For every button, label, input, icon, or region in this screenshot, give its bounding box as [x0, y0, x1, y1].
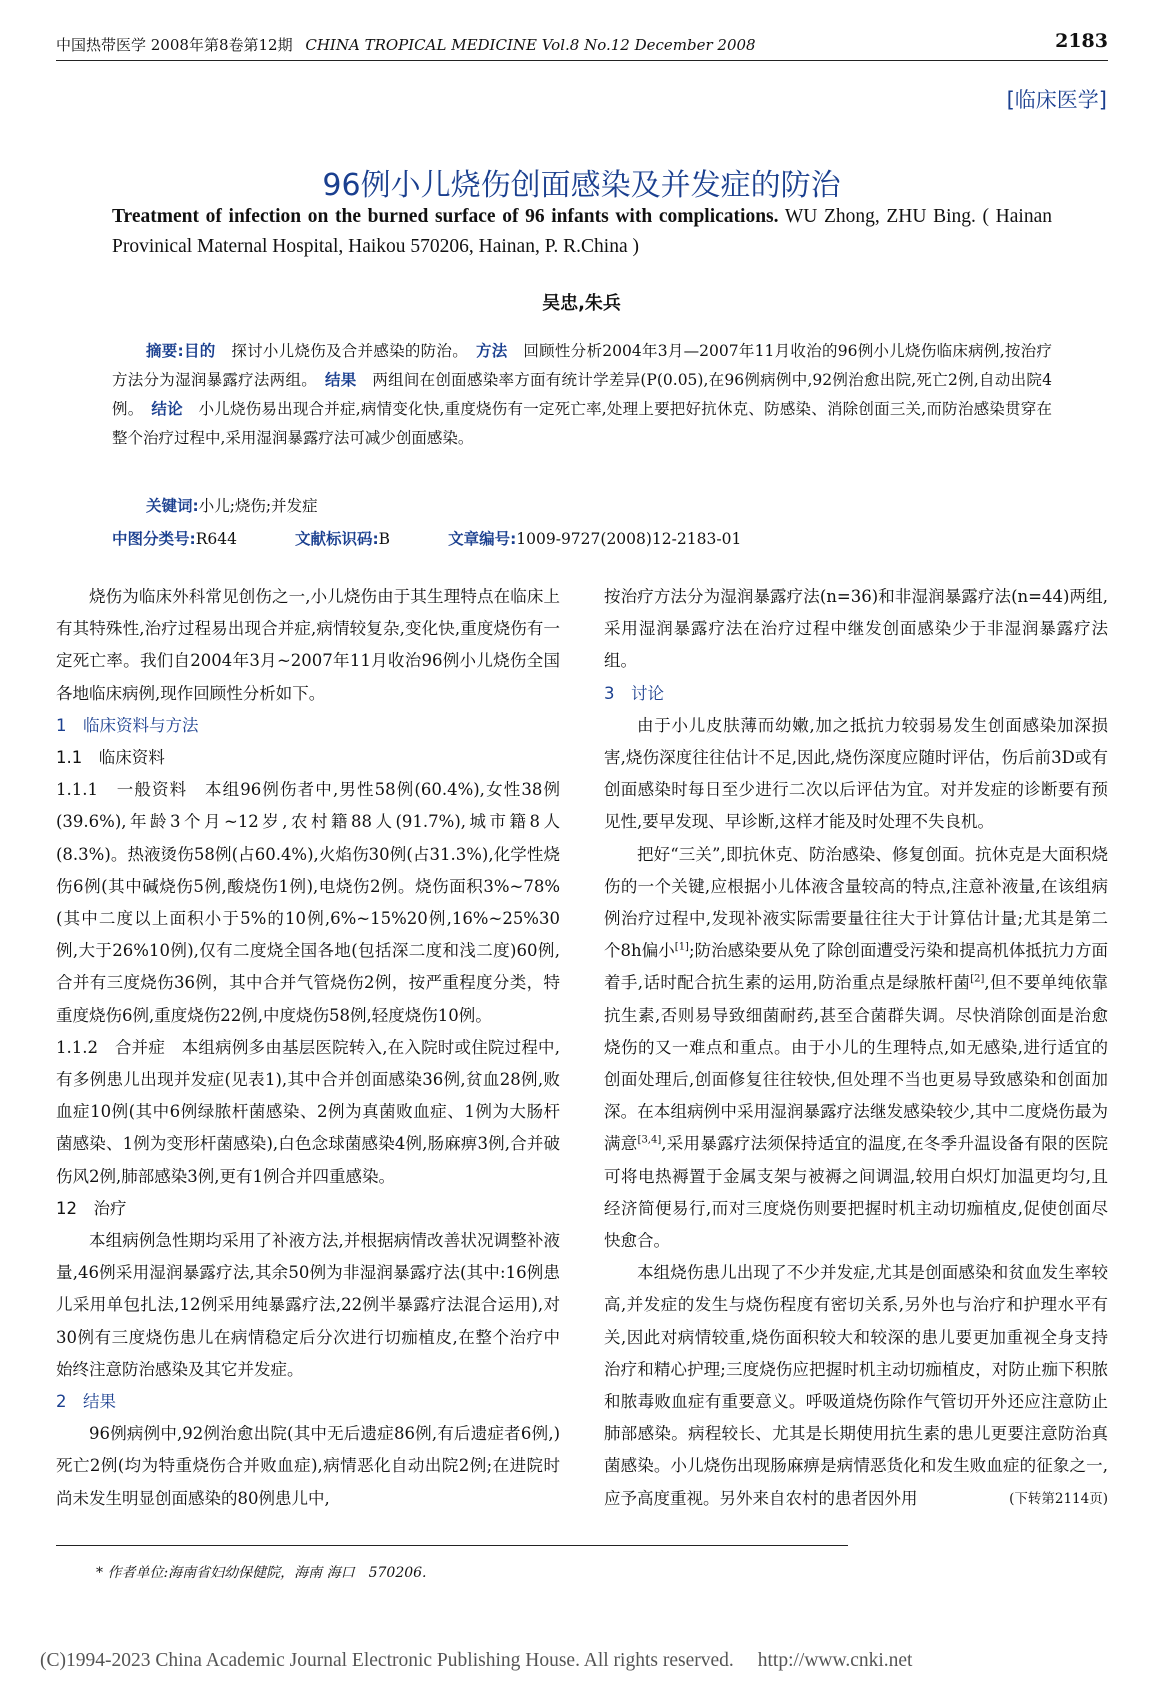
footnote-divider [56, 1545, 848, 1546]
paragraph-3b-part4: ,采用暴露疗法须保持适宜的温度,在冬季升温设备有限的医院可将电热褥置于金属支架与被褥之间调温,较用白炽灯加温更均匀,且经济简便易行,而对三度烧伤则要把握时机主动切痂植皮,促使创面尽快愈合。 [604, 1134, 1108, 1251]
page-number: 2183 [1055, 30, 1108, 52]
paragraph-1-1-1: 1.1.1 一般资料 本组96例伤者中,男性58例(60.4%),女性38例(39.6%),年龄3个月~12岁,农村籍88人(91.7%),城市籍8人(8.3%)。热液烫伤58例(占60.4%),火焰伤30例(占31.3%),化学性烧伤6例(其中碱烧伤5例,酸烧伤1例),电烧伤2例。烧伤面积3%~78%(其中二度以上面积小于5%的10例,6%~15%20例,16%~25%30例,大于26%10例),仅有二度烧全国各地(包括深二度和浅二度)60例,合并有三度烧伤36例，其中合并气管烧伤2例，按严重程度分类，特重度烧伤6例,重度烧伤22例,中度烧伤58例,轻度烧伤10例。 [56, 780, 560, 1025]
classification-line [112, 527, 1052, 549]
abstract [112, 337, 1052, 453]
paragraph-3a: 由于小儿皮肤薄而幼嫩,加之抵抗力较弱易发生创面感染加深损害,烧伤深度往往估计不足,因此,烧伤深度应随时评估，伤后前3D或有创面感染时每日至少进行二次以后评估为宜。对并发症的诊断要有预见性,要早发现、早诊断,这样才能及时处理不失良机。 [604, 715, 1108, 832]
article-no-value: 1009-9727(2008)12-2183-01 [516, 530, 742, 548]
methods-label: 方法 [476, 342, 508, 360]
paragraph-1-1-2: 1.1.2 合并症 本组病例多由基层医院转入,在入院时或住院过程中,有多例患儿出现并发症(见表1),其中合并创面感染36例,贫血28例,败血症10例(其中6例绿脓杆菌感染、2例为真菌败血症、1例为大肠杆菌感染、1例为变形杆菌感染),白色念球菌感染4例,肠麻痹3例,合并破伤风2例,肺部感染3例,更有1例合并四重感染。 [56, 1037, 560, 1186]
abstract-label: 摘要: [146, 342, 184, 360]
keywords [146, 494, 318, 516]
reference-1: [1] [674, 941, 689, 953]
reference-3-4: [3,4] [637, 1134, 662, 1146]
section-tag: [临床医学] [1006, 88, 1107, 112]
journal-info [56, 34, 756, 55]
doc-code-value: B [378, 530, 391, 548]
paragraph-3b-part2: ;防治感染要从免了除创面遭受污染和提高机体抵抗力方面着手,话时配合抗生素的运用,防治重点是绿脓杆菌 [604, 941, 1109, 993]
continued-note: (下转第2114页) [1009, 1490, 1108, 1507]
reference-2: [2] [970, 973, 985, 985]
conclusion-label: 结论 [151, 400, 183, 418]
clc-label: 中图分类号: [112, 530, 196, 548]
paragraph-3b-part1: 把好“三关”,即抗休克、防治感染、修复创面。抗休克是大面积烧伤的一个关键,应根据小儿体液含量较高的特点,注意补液量,在该组病例治疗过程中,发现补液实际需要量往往大于计算估计量;尤其是第二个8h偏小 [604, 844, 1108, 961]
copyright-line [40, 1650, 912, 1672]
journal-name-cn: 中国热带医学 2008年第8卷第12期 [56, 36, 293, 54]
paragraph-2: 96例病例中,92例治愈出院(其中无后遗症86例,有后遗症者6例,)死亡2例(均为特重烧伤合并败血症),病情恶化自动出院2例;在进院时尚未发生明显创面感染的80例患儿中, [56, 1424, 560, 1508]
article-no-label: 文章编号: [448, 530, 517, 548]
subsection-heading-1-1: 1.1 临床资料 [56, 748, 165, 768]
keywords-value: 小儿;烧伤;并发症 [198, 497, 318, 515]
keywords-label: 关键词: [146, 497, 199, 515]
subsection-heading-1-2: 12 治疗 [56, 1198, 127, 1218]
conclusion-text: 小儿烧伤易出现合并症,病情变化快,重度烧伤有一定死亡率,处理上要把好抗休克、防感染、消除创面三关,而防治感染贯穿在整个治疗过程中,采用湿润暴露疗法可减少创面感染。 [112, 400, 1052, 447]
paragraph-3b-part3: ,但不要单纯依靠抗生素,否则易导致细菌耐药,甚至合菌群失调。尽快消除创面是治愈烧伤的又一难点和重点。由于小儿的生理特点,如无感染,进行适宜的创面处理后,创面修复往往较快,但处理不当也更易导致感染和创面加深。在本组病例中采用湿润暴露疗法继发感染较少,其中二度烧伤最为满意 [604, 973, 1108, 1154]
abstract-text [112, 337, 1052, 453]
body-column-left [56, 581, 560, 1515]
journal-name-en: CHINA TROPICAL MEDICINE Vol.8 No.12 December 2008 [305, 36, 756, 54]
section-heading-3: 3 讨论 [604, 683, 664, 703]
objective-label: 目的 [183, 342, 216, 360]
english-title [112, 202, 1052, 262]
paragraph-3c-text: 本组烧伤患儿出现了不少并发症,尤其是创面感染和贫血发生率较高,并发症的发生与烧伤程度有密切关系,另外也与治疗和护理水平有关,因此对病情较重,烧伤面积较大和较深的患儿要更加重视全身支持治疗和精心护理;三度烧伤应把握时机主动切痂植皮，对防止痂下积脓和脓毒败血症有重要意义。呼吸道烧伤除作气管切开外还应注意防止肺部感染。病程较长、尤其是长期使用抗生素的患儿更要注意防治真菌感染。小儿烧伤出现肠麻痹是病情恶货化和发生败血症的征象之一,应予高度重视。另外来自农村的患者因外用 [604, 1263, 1108, 1508]
clc-value: R644 [195, 530, 237, 548]
running-header [56, 30, 1108, 61]
results-text: 两组间在创面感染率方面有统计学差异(P(0.05),在96例病例中,92例治愈出院,死亡2例,自动出院4例。 [112, 371, 1052, 418]
results-label: 结果 [325, 371, 357, 389]
authors: 吴忠,朱兵 [542, 293, 621, 314]
paragraph-3b [604, 839, 1108, 1258]
cnki-link[interactable]: http://www.cnki.net [757, 1650, 913, 1671]
paragraph-2-continued: 按治疗方法分为湿润暴露疗法(n=36)和非湿润暴露疗法(n=44)两组,采用湿润暴露疗法在治疗过程中继发创面感染少于非湿润暴露疗法组。 [604, 587, 1108, 671]
methods-text: 回顾性分析2004年3月—2007年11月收治的96例小儿烧伤临床病例,按治疗方法分为湿润暴露疗法两组。 [112, 342, 1052, 389]
copyright-text: (C)1994-2023 China Academic Journal Electronic Publishing House. All rights reserved. [40, 1650, 734, 1671]
paragraph-3c [604, 1257, 1108, 1515]
english-title-main: Treatment of infection on the burned surface of 96 infants with complications. [112, 206, 779, 227]
section-heading-1: 1 临床资料与方法 [56, 715, 199, 735]
paragraph-1-2: 本组病例急性期均采用了补液方法,并根据病情改善状况调整补液量,46例采用湿润暴露疗法,其余50例为非湿润暴露疗法(其中:16例患儿采用单包扎法,12例采用纯暴露疗法,22例半暴露疗法混合运用),对30例有三度烧伤患儿在病情稳定后分次进行切痂植皮,在整个治疗中始终注意防治感染及其它并发症。 [56, 1231, 560, 1379]
section-heading-2: 2 结果 [56, 1392, 116, 1412]
english-title-authors: WU Zhong, ZHU Bing. ( Hainan Provinical Maternal Hospital, Haikou 570206, Hainan, P. R.China ) [112, 206, 1052, 257]
author-affiliation-footnote: * 作者单位:海南省妇幼保健院，海南 海口 570206. [96, 1565, 427, 1581]
body-column-right [604, 581, 1108, 1515]
objective-text: 探讨小儿烧伤及合并感染的防治。 [231, 342, 461, 360]
article-title: 96例小儿烧伤创面感染及并发症的防治 [322, 168, 841, 203]
doc-code-label: 文献标识码: [294, 530, 379, 548]
intro-paragraph: 烧伤为临床外科常见创伤之一,小儿烧伤由于其生理特点在临床上有其特殊性,治疗过程易出现合并症,病情较复杂,变化快,重度烧伤有一定死亡率。我们自2004年3月~2007年11月收治96例小儿烧伤全国各地临床病例,现作回顾性分析如下。 [56, 587, 560, 703]
